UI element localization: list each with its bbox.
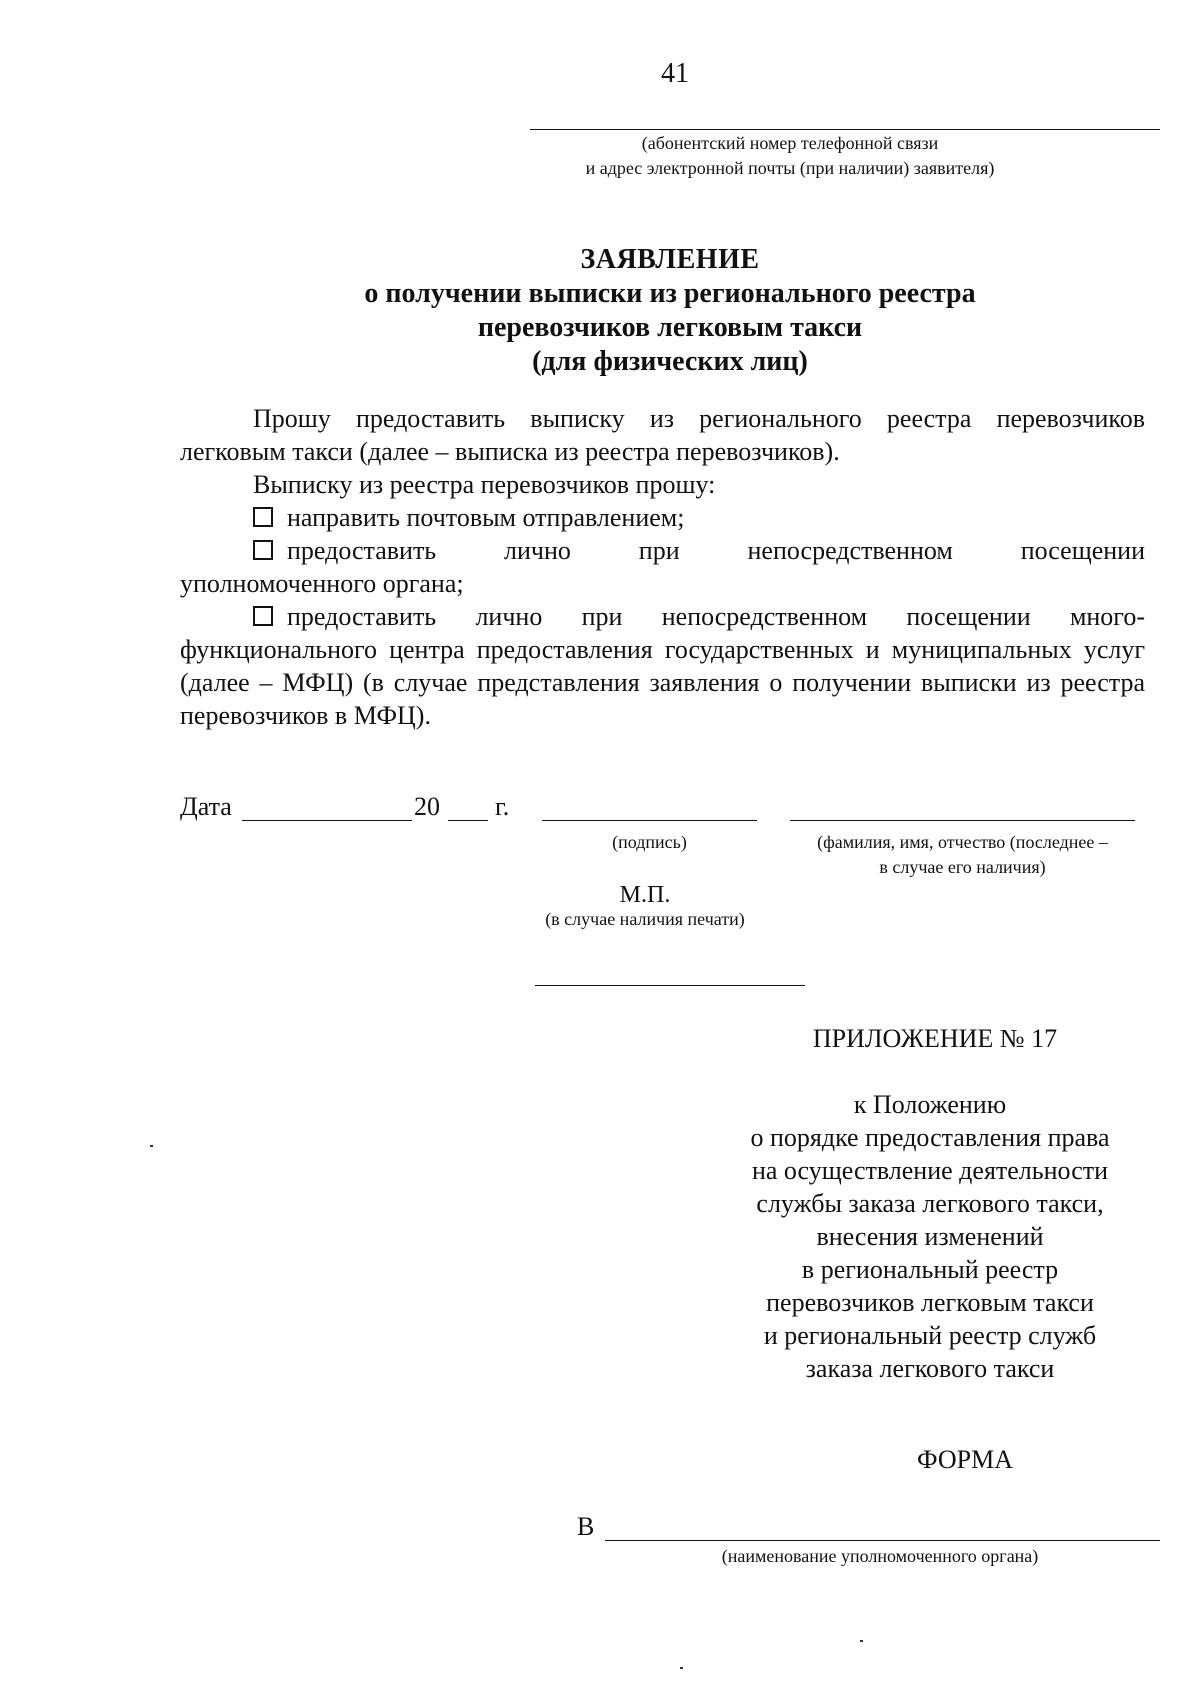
option-mail-label: направить почтовым отправлением; (287, 503, 685, 532)
recipient-caption: (наименование уполномоченного органа) (721, 1546, 1039, 1566)
title-main: ЗАЯВЛЕНИЕ (580, 244, 760, 275)
appendix-line4: службы заказа легкового такси, (756, 1189, 1104, 1218)
section-separator (535, 985, 805, 986)
paragraph-request: Прошу предоставить выписку из регионального реестра перевозчиков легковым такси (далее – выписка из реестра перевозчиков). (180, 404, 1145, 466)
date-year-prefix: 20 (414, 792, 440, 821)
appendix-line9: заказа легкового такси (805, 1354, 1055, 1383)
option-mfc-label: предоставить лично при непосредственном посещении много-функционального центра предоставления государственных и муниципальных услуг (далее – МФЦ) (в случае представления заявления о получении выписки из реестра перевозчиков в МФЦ). (180, 602, 1145, 730)
date-fill-line[interactable] (242, 820, 412, 821)
appendix-reference (720, 1088, 1140, 1385)
recipient-fill-line[interactable] (605, 1540, 1160, 1541)
appendix-line3: на осуществление деятельности (751, 1156, 1109, 1185)
appendix-title: ПРИЛОЖЕНИЕ № 17 (812, 1024, 1058, 1053)
date-year-suffix: г. (495, 792, 510, 821)
stamp-caption: (в случае наличия печати) (545, 909, 745, 929)
fio-caption-line2: в случае его наличия) (879, 857, 1046, 877)
scan-speck (860, 1640, 863, 1642)
document-title (290, 243, 1050, 379)
signature-caption: (подпись) (612, 832, 687, 852)
recipient-prefix: В (577, 1512, 595, 1541)
checkbox-in-person[interactable] (253, 540, 273, 560)
option-mail (180, 501, 1145, 534)
year-fill-line[interactable] (448, 820, 488, 821)
paragraph-delivery: Выписку из реестра перевозчиков прошу: (253, 470, 716, 499)
option-mfc (180, 600, 1145, 732)
date-label: Дата (180, 792, 232, 821)
option-in-person-label: предоставить лично при непосредственном посещении (287, 536, 1145, 565)
contact-caption-line1: (абонентский номер телефонной связи (641, 133, 939, 153)
appendix-line7: перевозчиков легковым такси (766, 1288, 1094, 1317)
page-number: 41 (661, 58, 689, 89)
title-line1: о получении выписки из регионального реестра (364, 278, 976, 309)
appendix-line2: о порядке предоставления права (750, 1123, 1110, 1152)
form-label: ФОРМА (917, 1445, 1013, 1474)
stamp-label: М.П. (619, 882, 671, 908)
option-in-person (180, 534, 1145, 567)
checkbox-mail[interactable] (253, 507, 273, 527)
scan-speck (150, 1145, 153, 1147)
fio-caption-line1: (фамилия, имя, отчество (последнее – (817, 832, 1108, 852)
signature-fill-line[interactable] (542, 820, 757, 821)
appendix-line5: внесения изменений (816, 1222, 1044, 1251)
appendix-line8: и региональный реестр служб (763, 1321, 1097, 1350)
contact-caption (540, 131, 1040, 181)
appendix-line6: в региональный реестр (801, 1255, 1059, 1284)
title-line3: (для физических лиц) (532, 346, 808, 377)
fio-fill-line[interactable] (790, 820, 1135, 821)
title-line2: перевозчиков легковым такси (477, 312, 863, 343)
checkbox-mfc[interactable] (253, 606, 273, 626)
option-in-person-continued: уполномоченного органа; (180, 569, 464, 598)
scan-speck (680, 1667, 683, 1669)
appendix-line1: к Положению (853, 1090, 1007, 1119)
fio-caption (790, 830, 1135, 880)
contact-caption-line2: и адрес электронной почты (при наличии) заявителя) (585, 158, 995, 178)
contact-fill-line (530, 129, 1160, 130)
